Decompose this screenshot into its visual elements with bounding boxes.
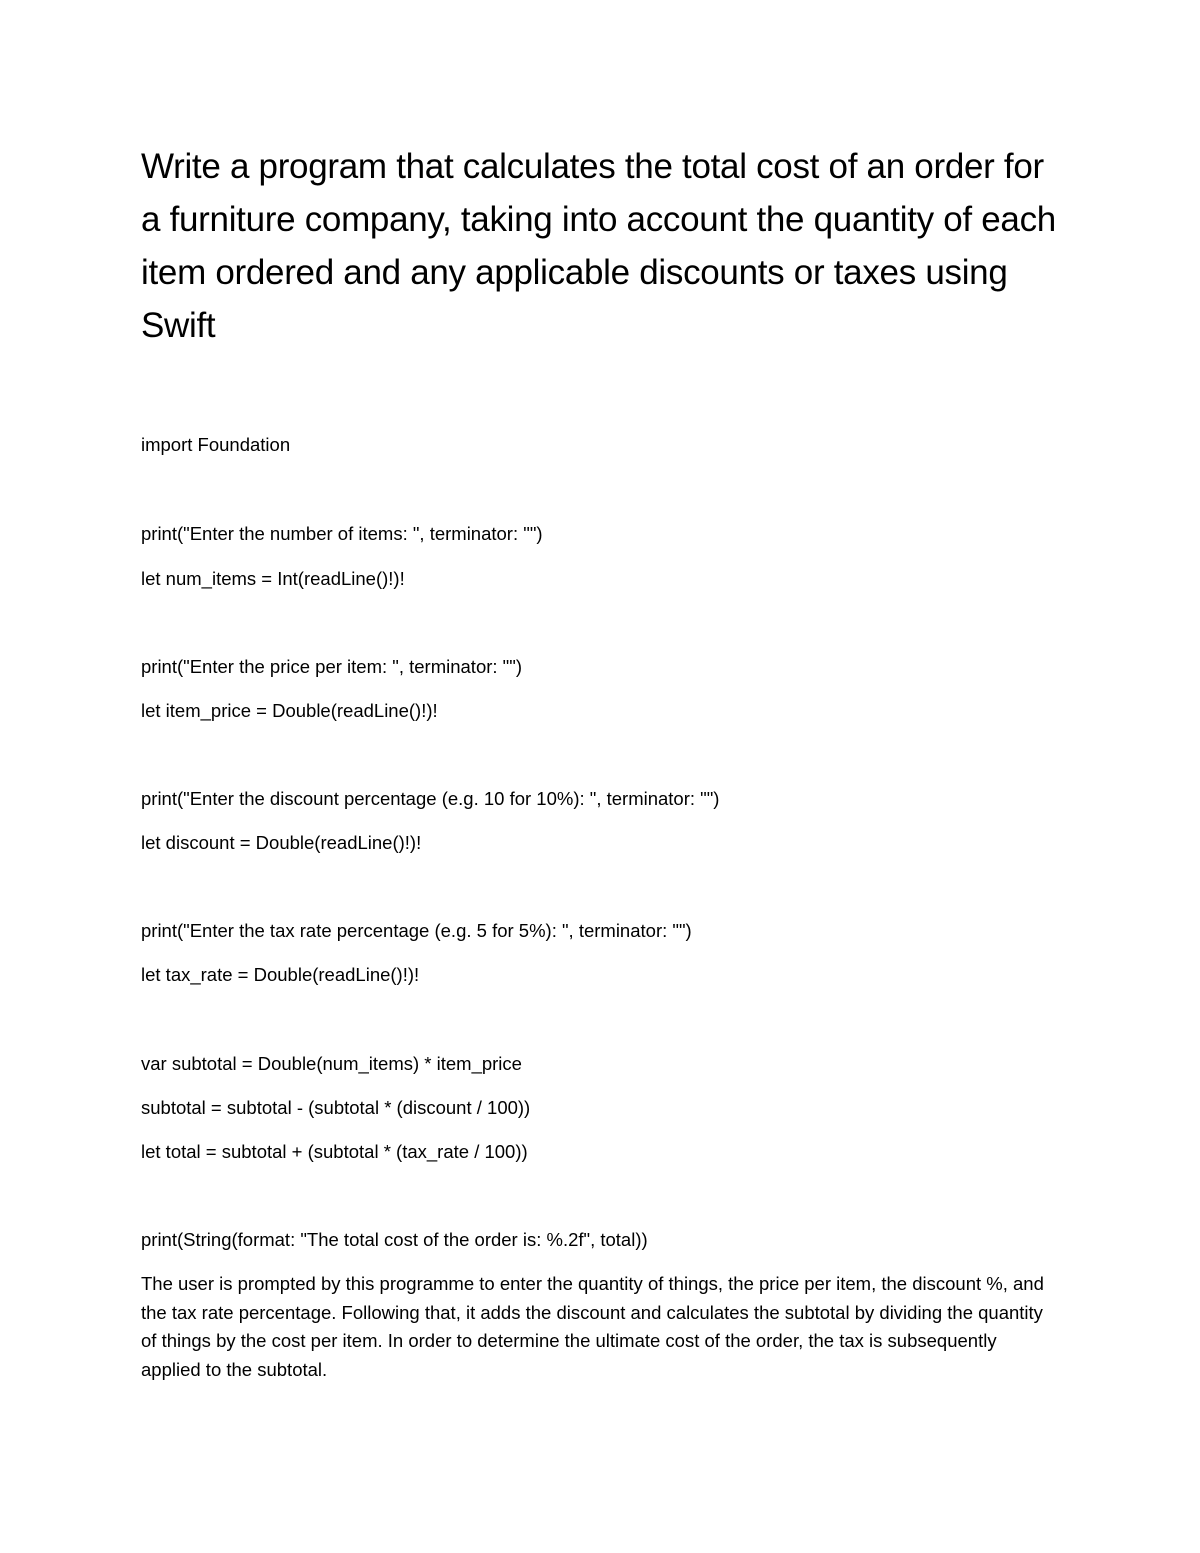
code-line-print-items: print("Enter the number of items: ", terminator: ""): [141, 523, 543, 544]
code-line-tax-rate: let tax_rate = Double(readLine()!)!: [141, 964, 420, 985]
code-line-print-total: print(String(format: "The total cost of the order is: %.2f", total)): [141, 1229, 648, 1250]
code-line-item-price: let item_price = Double(readLine()!)!: [141, 700, 438, 721]
code-line-print-tax: print("Enter the tax rate percentage (e.g. 5 for 5%): ", terminator: ""): [141, 920, 692, 941]
code-line-print-discount: print("Enter the discount percentage (e.g. 10 for 10%): ", terminator: ""): [141, 788, 720, 809]
explanation-paragraph: The user is prompted by this programme to enter the quantity of things, the price per item, the discount %, and the tax rate percentage. Following that, it adds the discount and calculates the subtotal by dividing the quantity of things by the cost per item. In order to determine the ultimate cost of the order, the tax is subsequently applied to the subtotal.: [141, 1273, 1044, 1380]
code-line-import: import Foundation: [141, 434, 291, 455]
code-line-subtotal-var: var subtotal = Double(num_items) * item_price: [141, 1053, 522, 1074]
document-title: Write a program that calculates the total cost of an order for a furniture company, taking into account the quantity of each item ordered and any applicable discounts or taxes using Swift: [141, 147, 1056, 345]
code-line-discount: let discount = Double(readLine()!)!: [141, 832, 422, 853]
code-line-total: let total = subtotal + (subtotal * (tax_rate / 100)): [141, 1141, 528, 1162]
code-line-num-items: let num_items = Int(readLine()!)!: [141, 568, 405, 589]
code-line-print-price: print("Enter the price per item: ", terminator: ""): [141, 656, 522, 677]
code-line-subtotal-discount: subtotal = subtotal - (subtotal * (discount / 100)): [141, 1097, 531, 1118]
